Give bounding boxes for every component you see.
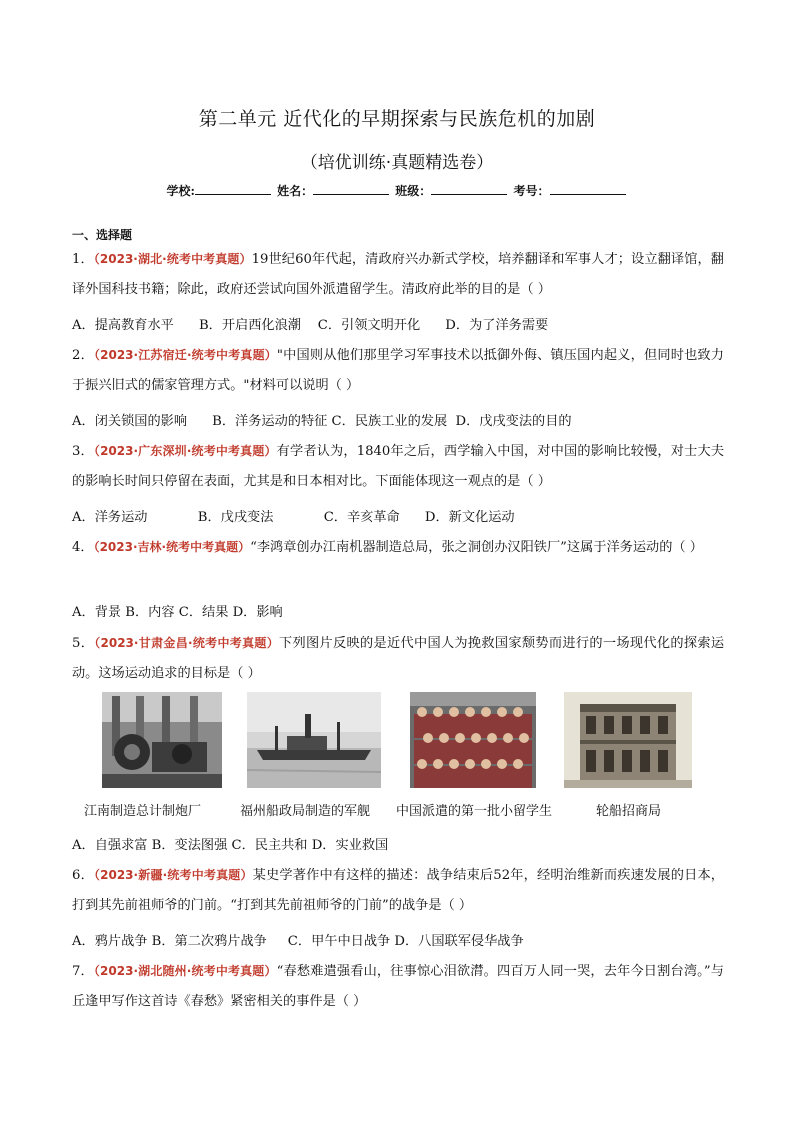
page-title: 第二单元 近代化的早期探索与民族危机的加剧 [198, 108, 596, 130]
question-source: （2023·广东深圳·统考中考真题） [93, 444, 277, 458]
question-5-captions [72, 800, 732, 820]
question-source: （2023·甘肃金昌·统考中考真题） [94, 636, 280, 650]
caption-students: 中国派遣的第一批小留学生 [396, 804, 553, 819]
students-photo-icon [410, 692, 536, 788]
question-2 [72, 340, 724, 401]
name-blank[interactable] [313, 184, 389, 195]
question-5-options: A．自强求富 B．变法图强 C．民主共和 D．实业救国 [72, 838, 389, 853]
building-photo-icon [564, 692, 692, 788]
school-blank[interactable] [195, 184, 271, 195]
question-number: 5． [72, 636, 95, 651]
question-7 [72, 956, 724, 1017]
question-source: （2023·湖北随州·统考中考真题） [93, 964, 277, 978]
question-6 [72, 860, 724, 921]
school-label: 学校: [166, 184, 195, 198]
question-4-options: A．背景 B．内容 C．结果 D．影响 [72, 605, 283, 620]
student-info-line [0, 182, 794, 199]
exam-number-label: 考号： [513, 184, 550, 198]
question-text: 某史学著作中有这样的描述：战争结束后52年，经明治维新而疾速发展的日本，打到其先前祖师爷的门前。“打到其先前祖师爷的门前”的战争是（ ） [72, 868, 724, 913]
question-5-images [72, 692, 732, 792]
question-3 [72, 436, 724, 497]
question-text: 19世纪60年代起，清政府兴办新式学校，培养翻译和军事人才；设立翻译馆，翻译外国科技书籍；除此，政府还尝试向国外派遣留学生。清政府此举的目的是（ ） [72, 252, 724, 297]
caption-building: 轮船招商局 [596, 804, 662, 819]
factory-photo-icon [102, 692, 222, 788]
question-2-options: A．闭关锁国的影响 B．洋务运动的特征 C．民族工业的发展 D．戊戌变法的目的 [72, 414, 572, 429]
question-number: 7． [72, 964, 94, 979]
question-number: 6． [72, 868, 94, 883]
question-source: （2023·江苏宿迁·统考中考真题） [93, 348, 277, 362]
question-number: 2． [72, 348, 94, 363]
question-text: “李鸿章创办江南机器制造总局，张之洞创办汉阳铁厂”这属于洋务运动的（ ） [250, 540, 703, 555]
question-text: 有学者认为，1840年之后，西学输入中国，对中国的影响比较慢，对士大夫的影响长时间只停留在表面，尤其是和日本相对比。下面能体现这一观点的是（ ） [72, 444, 724, 489]
question-5 [72, 628, 724, 689]
name-label: 姓名： [277, 184, 314, 198]
page-subtitle: （培优训练·真题精选卷） [300, 153, 494, 173]
question-4 [72, 532, 724, 563]
caption-warship: 福州船政局制造的军舰 [240, 804, 371, 819]
question-text: "中国则从他们那里学习军事技术以抵御外侮、镇压国内起义，但同时也致力于振兴旧式的儒家管理方式。"材料可以说明（ ） [72, 348, 724, 393]
question-1 [72, 244, 724, 305]
question-number: 1． [72, 252, 94, 267]
question-source: （2023·吉林·统考中考真题） [93, 540, 251, 554]
question-6-options: A．鸦片战争 B．第二次鸦片战争 C．甲午中日战争 D．八国联军侵华战争 [72, 934, 524, 949]
question-text: 下列图片反映的是近代中国人为挽救国家颓势而进行的一场现代化的探索运动。这场运动追求的目标是（ ） [72, 636, 725, 681]
exam-number-blank[interactable] [550, 184, 626, 195]
caption-factory: 江南制造总计制炮厂 [84, 804, 202, 819]
question-1-options: A．提高教育水平 B．开启西化浪潮 C．引领文明开化 D．为了洋务需要 [72, 318, 549, 333]
warship-photo-icon [247, 692, 381, 788]
question-number: 3． [72, 444, 94, 459]
class-label: 班级： [395, 184, 432, 198]
class-blank[interactable] [431, 184, 507, 195]
question-3-options: A．洋务运动 B．戊戌变法 C．辛亥革命 D．新文化运动 [72, 510, 515, 525]
question-text: “春愁难遣强看山，往事惊心泪欲潸。四百万人同一哭，去年今日割台湾。”与丘逢甲写作这首诗《春愁》紧密相关的事件是（ ） [72, 964, 724, 1009]
section-title: 一、选择题 [72, 228, 133, 242]
question-number: 4． [72, 540, 94, 555]
question-source: （2023·湖北·统考中考真题） [93, 252, 252, 266]
question-source: （2023·新疆·统考中考真题） [93, 868, 253, 882]
